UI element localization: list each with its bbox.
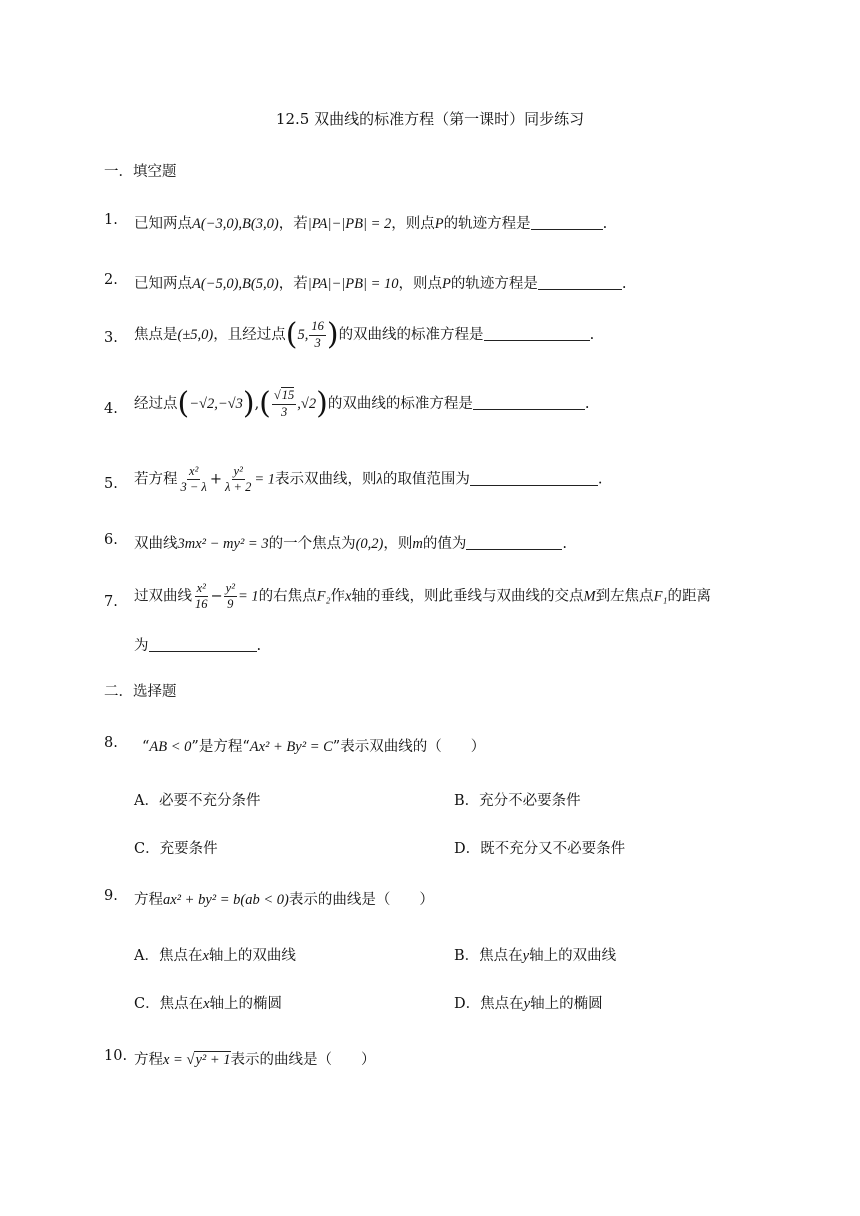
q9-option-c[interactable]: C．焦点在x轴上的椭圆 bbox=[134, 996, 283, 1012]
q8-text: “AB < 0”是方程“Ax² + By² = C”表示双曲线的（ ） bbox=[142, 739, 486, 755]
q7-answer-blank[interactable] bbox=[149, 637, 257, 652]
q5-text: 若方程 $\frac{\text{x²}}{3 - \lambda}$ + $\frac{\text{y²}}{\lambda + 2}$ = 1表示双曲线，则λ的取值范围为 . bbox=[134, 464, 603, 495]
section-fill-in: 一．填空题 bbox=[104, 164, 177, 180]
q10-text: 方程x = √y² + 1表示的曲线是（ ） bbox=[134, 1052, 376, 1068]
q4-number: 4. bbox=[104, 401, 118, 417]
q7-text-line2: 为 . bbox=[134, 638, 262, 654]
q7-number: 7. bbox=[104, 594, 118, 610]
q8-option-c[interactable]: C．充要条件 bbox=[134, 841, 218, 857]
q1-number: 1. bbox=[104, 212, 118, 228]
q9-option-d[interactable]: D．焦点在y轴上的椭圆 bbox=[454, 996, 603, 1012]
q5-answer-blank[interactable] bbox=[470, 471, 598, 486]
q2-number: 2. bbox=[104, 272, 118, 288]
q3-text: 焦点是(±5,0)，且经过点(5, $\frac{16}{3}$ )的双曲线的标准方程是 . bbox=[134, 317, 595, 352]
q1-text: 已知两点A(−3,0),B(3,0)，若|PA|−|PB| = 2，则点P的轨迹方程是 . bbox=[134, 216, 608, 232]
section-multiple-choice: 二．选择题 bbox=[104, 684, 177, 700]
q3-answer-blank[interactable] bbox=[484, 326, 590, 341]
q9-option-b[interactable]: B．焦点在y轴上的双曲线 bbox=[454, 948, 617, 964]
q8-option-a[interactable]: A．必要不充分条件 bbox=[134, 793, 261, 809]
q10-number: 10. bbox=[104, 1048, 128, 1064]
q2-answer-blank[interactable] bbox=[538, 275, 622, 290]
q6-number: 6. bbox=[104, 532, 118, 548]
q8-number: 8. bbox=[104, 735, 118, 751]
q5-number: 5. bbox=[104, 476, 118, 492]
q7-text: 过双曲线 $\frac{\text{x²}}{16}$ − $\frac{\text{y²}}{9}$ = 1的右焦点F₂作x轴的垂线，则此垂线与双曲线的交点M到左焦点F₁的距离 bbox=[134, 581, 711, 612]
q9-number: 9. bbox=[104, 888, 118, 904]
q2-text: 已知两点A(−5,0),B(5,0)，若|PA|−|PB| = 10，则点P的轨迹方程是 . bbox=[134, 276, 627, 292]
q6-text: 双曲线3mx² − my² = 3的一个焦点为(0,2)，则m的值为 . bbox=[134, 536, 567, 552]
q8-option-d[interactable]: D．既不充分又不必要条件 bbox=[454, 841, 626, 857]
q3-number: 3. bbox=[104, 330, 118, 346]
q4-answer-blank[interactable] bbox=[473, 395, 585, 410]
q6-answer-blank[interactable] bbox=[466, 535, 562, 550]
q9-option-a[interactable]: A．焦点在x轴上的双曲线 bbox=[134, 948, 296, 964]
page-title: 12.5 双曲线的标准方程（第一课时）同步练习 bbox=[275, 110, 585, 128]
q1-answer-blank[interactable] bbox=[531, 215, 603, 230]
q4-text: 经过点(−√2,−√3),( $\frac{√15}{3}$ ,√2)的双曲线的标准方程是 . bbox=[134, 386, 590, 421]
q8-option-b[interactable]: B．充分不必要条件 bbox=[454, 793, 581, 809]
q9-text: 方程ax² + by² = b(ab < 0)表示的曲线是（ ） bbox=[134, 892, 434, 908]
